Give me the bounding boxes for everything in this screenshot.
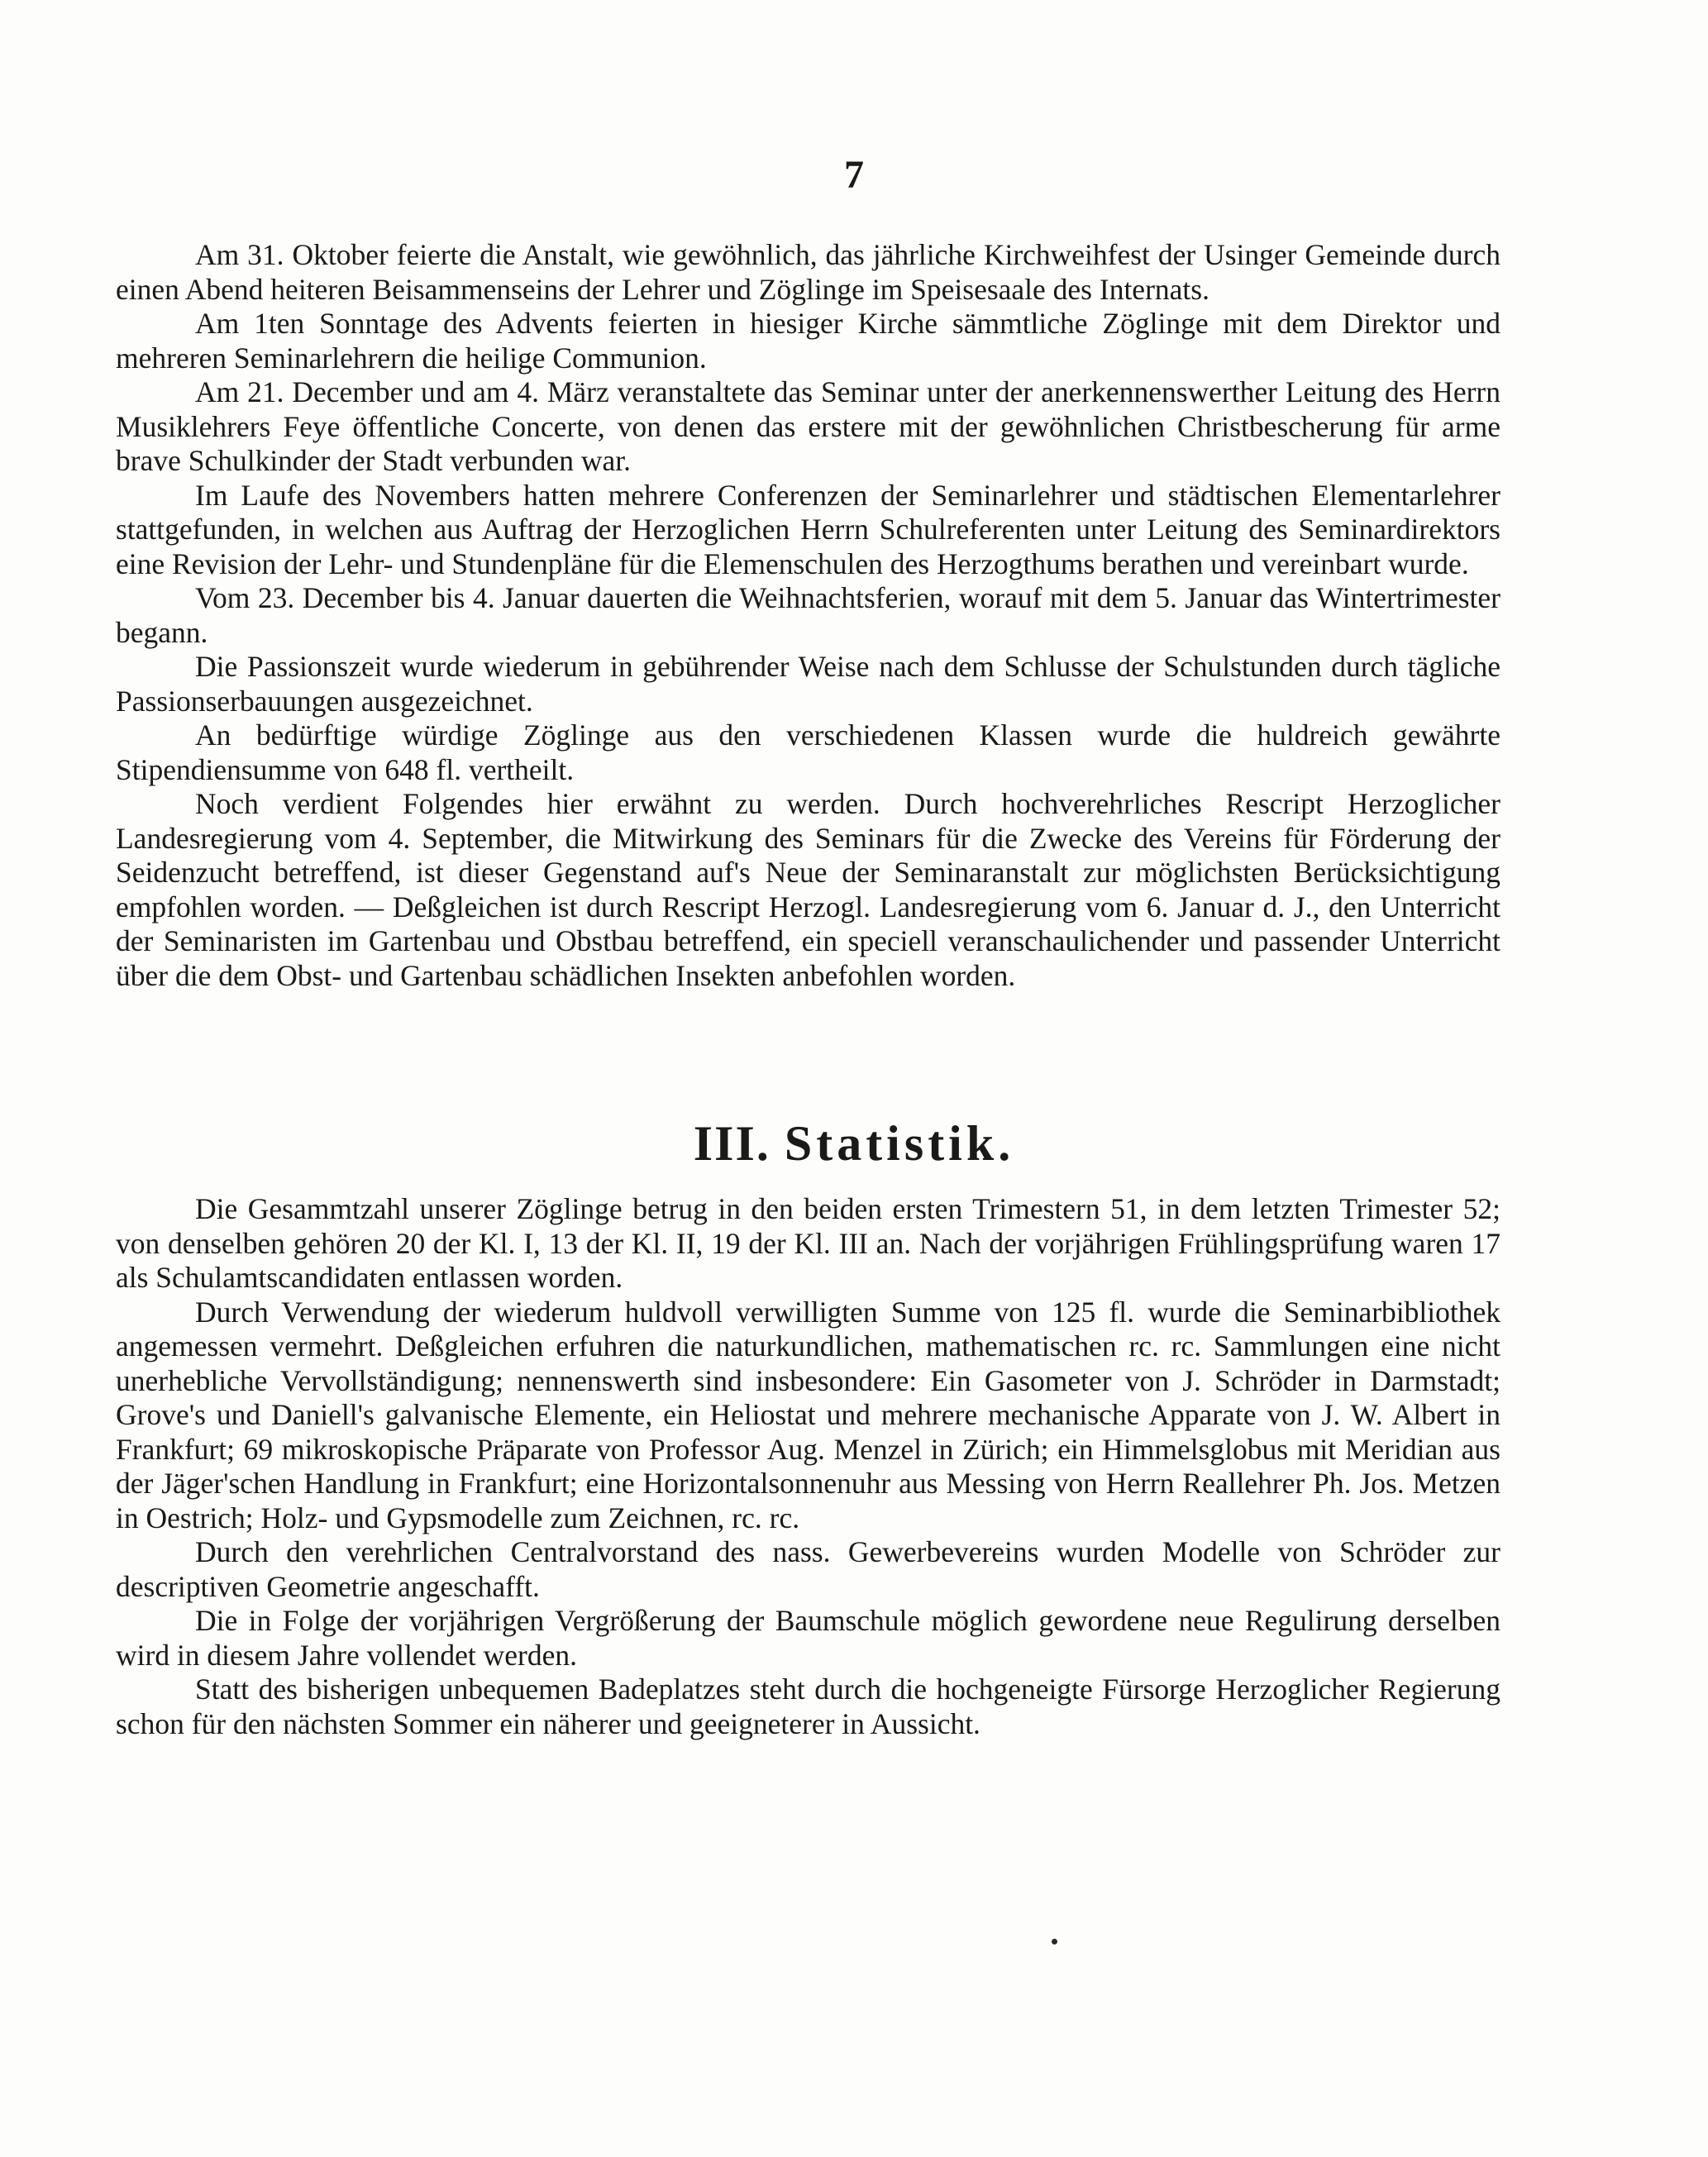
paragraph-bibliothek: Durch Verwendung der wiederum huldvoll verwilligten Summe von 125 fl. wurde die Seminarbibliothek angemessen vermehrt. Deßgleichen erfuhren die naturkundlichen, mathematischen rc. rc. Sammlungen eine nicht unerhebliche Vervollständigung; nennenswerth sind insbesondere: Ein Gasometer von J. Schröder in Darmstadt; Grove's und Daniell's galvanische Elemente, ein Heliostat und mehrere mechanische Apparate von J. W. Albert in Frankfurt; 69 mikroskopische Präparate von Professor Aug. Menzel in Zürich; ein Himmelsglobus mit Meridian aus der Jäger'schen Handlung in Frankfurt; eine Horizontalsonnenuhr aus Messing von Herrn Reallehrer Ph. Jos. Metzen in Oestrich; Holz- und Gypsmodelle zum Zeichnen, rc. rc. xyxy=(116,1295,1500,1534)
paragraph-communion: Am 1ten Sonntage des Advents feierten in hiesiger Kirche sämmtliche Zöglinge mit dem Direktor und mehreren Seminarlehrern die heilige Communion. xyxy=(116,307,1500,375)
paragraph-kirchweihfest: Am 31. Oktober feierte die Anstalt, wie gewöhnlich, das jährliche Kirchweihfest der Usinger Gemeinde durch einen Abend heiteren Beisammenseins der Lehrer und Zöglinge im Speisesaale des Internats. xyxy=(116,238,1500,306)
paragraph-passionszeit: Die Passionszeit wurde wiederum in gebührender Weise nach dem Schlusse der Schulstunden durch tägliche Passionserbauungen ausgezeichnet. xyxy=(116,650,1500,718)
intro-text-block xyxy=(116,238,1500,993)
paragraph-stipendien: An bedürftige würdige Zöglinge aus den verschiedenen Klassen wurde die huldreich gewährte Stipendiensumme von 648 fl. vertheilt. xyxy=(116,718,1500,786)
section-title: Statistik. xyxy=(784,1116,1015,1171)
statistik-text-block xyxy=(116,1192,1500,1741)
paragraph-weihnachtsferien: Vom 23. December bis 4. Januar dauerten die Weihnachtsferien, worauf mit dem 5. Januar das Wintertrimester begann. xyxy=(116,581,1500,649)
paragraph-badeplatz: Statt des bisherigen unbequemen Badeplatzes steht durch die hochgeneigte Fürsorge Herzoglicher Regierung schon für den nächsten Sommer ein näherer und geeigneterer in Aussicht. xyxy=(116,1673,1500,1740)
paragraph-conferenzen: Im Laufe des Novembers hatten mehrere Conferenzen der Seminarlehrer und städtischen Elementarlehrer stattgefunden, in welchen aus Auftrag der Herzoglichen Herrn Schulreferenten unter Leitung des Seminardirektors eine Revision der Lehr- und Stundenpläne für die Elemenschulen des Herzogthums berathen und vereinbart wurde. xyxy=(116,478,1500,580)
paragraph-baumschule: Die in Folge der vorjährigen Vergrößerung der Baumschule möglich gewordene neue Regulirung derselben wird in diesem Jahre vollendet werden. xyxy=(116,1604,1500,1672)
paragraph-rescripte: Noch verdient Folgendes hier erwähnt zu werden. Durch hochverehrliches Rescript Herzoglicher Landesregierung vom 4. September, die Mitwirkung des Seminars für die Zwecke des Vereins für Förderung der Seidenzucht betreffend, ist dieser Gegenstand auf's Neue der Seminaranstalt zur möglichsten Berücksichtigung empfohlen worden. — Deßgleichen ist durch Rescript Herzogl. Landesregierung vom 6. Januar d. J., den Unterricht der Seminaristen im Gartenbau und Obstbau betreffend, ein speciell veranschaulichender und passender Unterricht über die dem Obst- und Gartenbau schädlichen Insekten anbefohlen worden. xyxy=(116,787,1500,992)
paragraph-concerte: Am 21. December und am 4. März veranstaltete das Seminar unter der anerkennenswerther Leitung des Herrn Musiklehrers Feye öffentliche Concerte, von denen das erstere mit der gewöhnlichen Christbescherung für arme brave Schulkinder der Stadt verbunden war. xyxy=(116,375,1500,477)
section-heading xyxy=(0,1114,1708,1172)
paragraph-modelle: Durch den verehrlichen Centralvorstand des nass. Gewerbevereins wurden Modelle von Schröder zur descriptiven Geometrie angeschafft. xyxy=(116,1535,1500,1603)
paragraph-gesammtzahl: Die Gesammtzahl unserer Zöglinge betrug in den beiden ersten Trimestern 51, in dem letzten Trimester 52; von denselben gehören 20 der Kl. I, 13 der Kl. II, 19 der Kl. III an. Nach der vorjährigen Frühlingsprüfung waren 17 als Schulamtscandidaten entlassen worden. xyxy=(116,1192,1500,1294)
section-numeral: III. xyxy=(693,1116,771,1171)
ink-speck xyxy=(1052,1939,1057,1945)
page-number: 7 xyxy=(844,153,864,197)
